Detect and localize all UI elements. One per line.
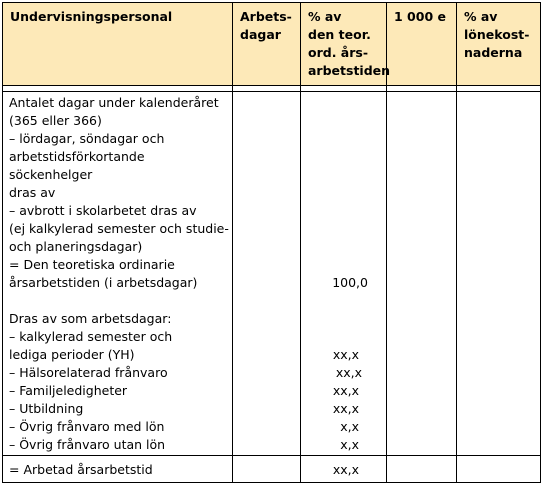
percent-value <box>301 292 386 310</box>
header-thousand-euro: 1 000 e <box>387 3 457 86</box>
percent-value: xx,x <box>332 401 359 416</box>
header-percent-wagecost: % av lönekost- naderna <box>457 3 541 86</box>
header-personnel: Undervisningspersonal <box>3 3 233 86</box>
percent-value <box>301 238 386 256</box>
description-line: – kalkylerad semester och <box>9 329 173 344</box>
percent-value <box>301 184 386 202</box>
header-row <box>3 3 541 86</box>
percent-value: x,x <box>340 419 359 434</box>
wagecost-cell <box>457 92 541 456</box>
description-line: – Familjeledigheter <box>9 383 128 398</box>
footer-percent: xx,x <box>332 462 359 477</box>
body-row <box>3 92 541 456</box>
description-line: – Utbildning <box>9 401 84 416</box>
percent-value <box>301 112 386 130</box>
description-line: – Övrig frånvaro med lön <box>9 419 165 434</box>
footer-row <box>3 456 541 483</box>
percent-value: x,x <box>340 437 359 452</box>
description-line: Dras av som arbetsdagar: <box>9 311 172 326</box>
description-line: dras av <box>9 185 56 200</box>
percent-value <box>301 310 386 328</box>
description-cell <box>3 92 233 456</box>
percent-value: 100,0 <box>332 275 368 290</box>
description-line: – lördagar, söndagar och <box>9 131 165 146</box>
description-line: Antalet dagar under kalenderåret <box>9 95 219 110</box>
percent-value <box>301 256 386 274</box>
description-line: lediga perioder (YH) <box>9 347 135 362</box>
percent-value <box>301 130 386 148</box>
percent-value: xx,x <box>332 347 359 362</box>
footer-label: = Arbetad årsarbetstid <box>9 462 153 477</box>
percent-value <box>301 202 386 220</box>
description-line: = Den teoretiska ordinarie <box>9 257 175 272</box>
percent-value: xx,x <box>332 383 359 398</box>
description-line: (365 eller 366) <box>9 113 102 128</box>
percent-value <box>301 148 386 166</box>
euro-cell <box>387 92 457 456</box>
description-line: – Övrig frånvaro utan lön <box>9 437 166 452</box>
personnel-table <box>2 2 541 483</box>
description-line: arbetstidsförkortande <box>9 149 145 164</box>
description-line: (ej kalkylerad semester och studie- <box>9 221 229 236</box>
percent-value <box>301 94 386 112</box>
header-workdays: Arbets- dagar <box>233 3 301 86</box>
description-line: årsarbetstiden (i arbetsdagar) <box>9 275 198 290</box>
percent-value <box>301 166 386 184</box>
description-line: söckenhelger <box>9 167 93 182</box>
description-line <box>9 292 230 310</box>
workdays-cell <box>233 92 301 456</box>
description-line: – avbrott i skolarbetet dras av <box>9 203 197 218</box>
header-percent-worktime: % av den teor. ord. års- arbetstiden <box>301 3 387 86</box>
percent-value <box>301 328 386 346</box>
description-line: och planeringsdagar) <box>9 239 143 254</box>
percent-value: xx,x <box>335 365 362 380</box>
percent-cell <box>301 92 387 456</box>
description-line: – Hälsorelaterad frånvaro <box>9 365 168 380</box>
percent-value <box>301 220 386 238</box>
